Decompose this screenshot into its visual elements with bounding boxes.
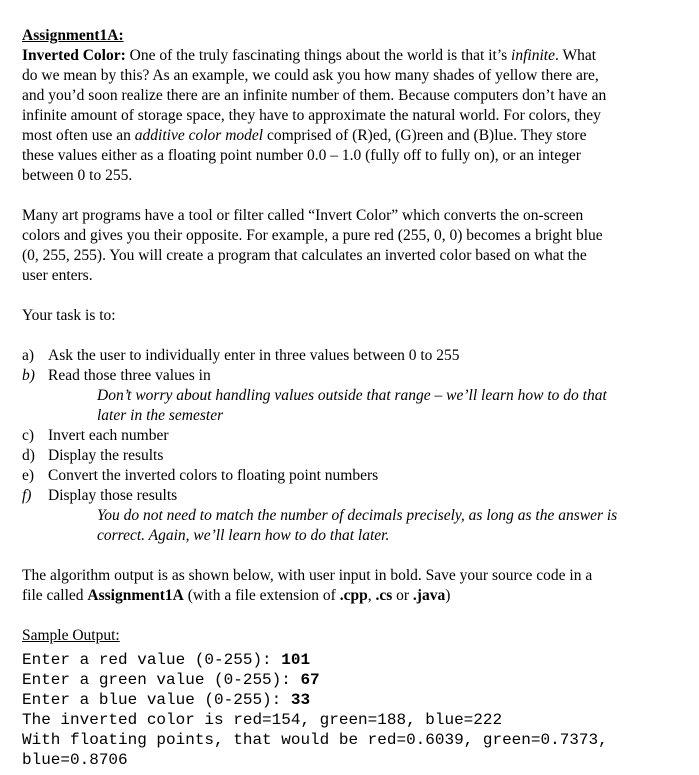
red-input: 101 [281, 651, 311, 669]
list-item: f) Display those results [22, 487, 178, 504]
sample-result-line: The inverted color is red=154, green=188, blue=222 [22, 711, 503, 729]
sample-output-heading: Sample Output: [22, 627, 120, 644]
sample-float-line-2: blue=0.8706 [22, 751, 128, 769]
sample-blue-line: Enter a blue value (0-255): 33 [22, 691, 311, 709]
sample-float-line-1: With floating points, that would be red=0.6039, green=0.7373, [22, 731, 608, 749]
intro-line-6: these values either as a floating point number 0.0 – 1.0 (fully off to fully on), or an integer [22, 147, 581, 164]
note-b-line-2: later in the semester [97, 407, 224, 424]
note-b-line-1: Don’t worry about handling values outside that range – we’ll learn how to do that [97, 387, 607, 404]
intro-lead: Inverted Color: [22, 47, 126, 64]
list-item: c) Invert each number [22, 427, 169, 444]
intro-line-7: between 0 to 255. [22, 167, 133, 184]
list-item: e) Convert the inverted colors to floating point numbers [22, 467, 379, 484]
intro-line-2: do we mean by this? As an example, we could ask you how many shades of yellow there are, [22, 67, 599, 84]
description-paragraph: Many art programs have a tool or filter called “Invert Color” which converts the on-screen colors and gives you their opposite. For example, a pure red (255, 0, 0) becomes a bright blue (0, 255, 255). You will create a program that calculates an inverted color based on what the user enters. [22, 207, 603, 284]
list-item: a) Ask the user to individually enter in three values between 0 to 255 [22, 347, 460, 364]
task-intro: Your task is to: [22, 307, 116, 324]
intro-paragraph [22, 46, 688, 186]
document-page [22, 26, 688, 770]
list-item: b) Read those three values in [22, 367, 211, 384]
intro-line-3: and you’d soon realize there are an infinite number of them. Because computers don’t have an [22, 87, 607, 104]
intro-line-4: infinite amount of storage space, they have to approximate the natural world. For colors, they [22, 107, 601, 124]
sample-green-line: Enter a green value (0-255): 67 [22, 671, 320, 689]
task-list [22, 346, 688, 546]
list-item: d) Display the results [22, 447, 164, 464]
note-f-line-1: You do not need to match the number of decimals precisely, as long as the answer is [97, 507, 618, 524]
intro-line-1: Inverted Color: One of the truly fascinating things about the world is that it’s infinite. What [22, 47, 597, 64]
intro-line-5: most often use an additive color model comprised of (R)ed, (G)reen and (B)lue. They store [22, 127, 587, 144]
assignment-title: Assignment1A: [22, 27, 124, 44]
sample-red-line: Enter a red value (0-255): 101 [22, 651, 311, 669]
algorithm-paragraph: The algorithm output is as shown below, with user input in bold. Save your source code in a file called Assignment1A (with a file extension of .cpp, .cs or .java) [22, 567, 593, 604]
sample-output-block [22, 650, 688, 770]
blue-input: 33 [290, 691, 311, 709]
filename: Assignment1A [87, 587, 184, 604]
note-f-line-2: correct. Again, we’ll learn how to do that later. [97, 527, 390, 544]
green-input: 67 [300, 671, 320, 689]
